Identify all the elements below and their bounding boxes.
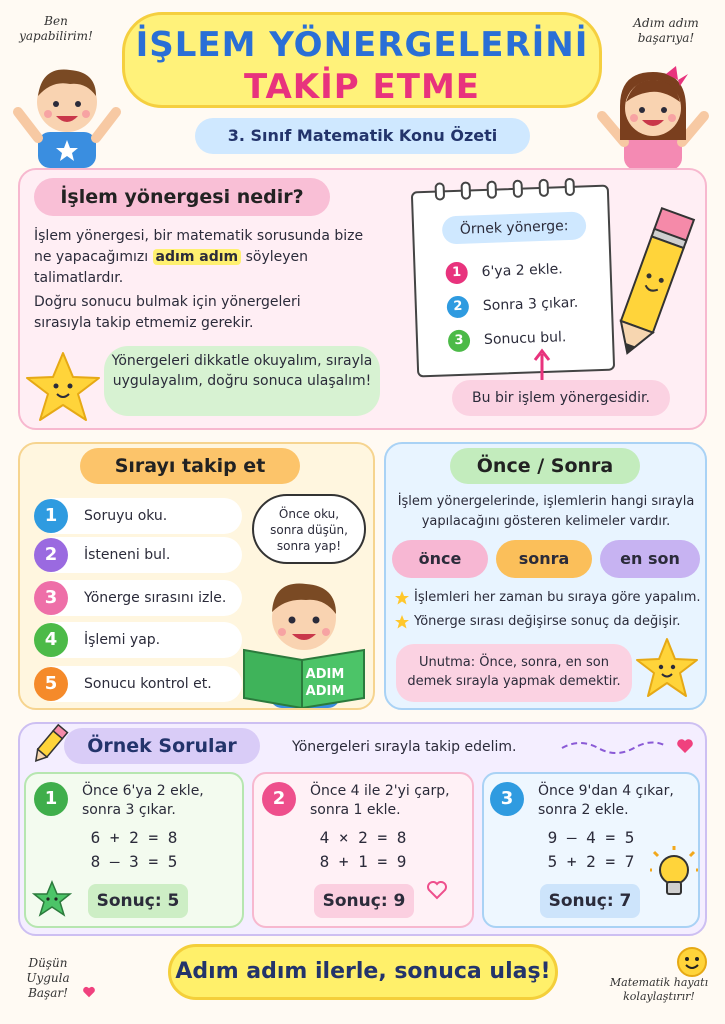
notebook-step-1-text: 6'ya 2 ekle. [481,261,564,281]
card-2-calc-1: 4 × 2 = 8 [319,828,407,847]
green-star-icon [32,880,72,918]
word-sonra: sonra [496,540,592,578]
card-3-calc-1: 9 – 4 = 5 [547,828,635,847]
notebook-label: Örnek yönerge: [442,211,587,244]
order-step-3-number: 3 [34,581,68,615]
smiling-star-icon [634,636,700,700]
smiling-pencil-illustration [612,192,698,362]
card-2-result: Sonuç: 9 [314,884,414,918]
star-bullet-icon [394,614,410,630]
card-3-instruction-1: Önce 9'dan 4 çıkar, [538,783,674,799]
example-notebook [411,185,615,378]
section1-paragraph-2: Doğru sonucu bulmak için yönergeleri sırasıyla takip etmemiz gerekir. [34,294,301,331]
footer-right-motto: Matematik hayatı kolaylaştırır! [609,976,709,1003]
footer-left-motto: Düşün Uygula Başar! [26,956,70,1000]
card-1-result: Sonuç: 5 [88,884,188,918]
section3-heading: Önce / Sonra [450,448,640,484]
card-3-result: Sonuç: 7 [540,884,640,918]
card-2-calc-2: 8 + 1 = 9 [319,852,407,871]
boy-cheering-illustration [8,50,126,168]
heart-icon [676,738,694,754]
heart-outline-icon [426,880,448,900]
card-1-calc-2: 8 – 3 = 5 [90,852,178,871]
notebook-caption: Bu bir işlem yönergesidir. [452,380,670,416]
left-motto: Ben yapabilirim! [19,14,93,43]
section1-heading: İşlem yönergesi nedir? [34,178,330,216]
card-1-number: 1 [34,782,68,816]
card-1-calc-1: 6 + 2 = 8 [90,828,178,847]
notebook-step-3-text: Sonucu bul. [483,329,567,349]
section3-intro: İşlem yönergelerinde, işlemlerin hangi sırayla yapılacağını gösteren kelimeler vardır. [397,494,695,529]
lightbulb-icon [650,846,698,900]
star-bullet-icon [394,590,410,606]
order-step-4-text: İşlemi yap. [84,632,161,648]
title-line-1: İŞLEM YÖNERGELERİNİ [135,25,589,65]
notebook-step-2-text: Sonra 3 çıkar. [482,294,579,315]
heart-icon [82,986,96,998]
order-step-1-number: 1 [34,499,68,533]
section2-heading: Sırayı takip et [80,448,300,484]
para1-text-b: söyleyen talimatlardır. [34,249,309,286]
card-1-instruction-1: Önce 6'ya 2 ekle, [82,783,204,799]
footer-banner: Adım adım ilerle, sonuca ulaş! [168,944,558,1000]
section1-tip: Yönergeleri dikkatle okuyalım, sırayla uygulayalım, doğru sonuca ulaşalım! [104,346,380,416]
speech-bubble: Önce oku, sonra düşün, sonra yap! [252,494,366,564]
order-step-5-number: 5 [34,667,68,701]
title-line-2: TAKİP ETME [243,67,481,107]
smiley-face-icon [676,946,708,978]
right-motto: Adım adım başarıya! [633,16,699,45]
title-banner [122,12,602,108]
card-2-instruction-1: Önce 4 ile 2'yi çarp, [310,783,450,799]
order-step-3-text: Yönerge sırasını izle. [84,590,227,606]
arrow-up-icon [532,348,552,384]
section4-subheading: Yönergeleri sırayla takip edelim. [292,739,517,755]
para1-text-a: İşlem yönergesi, bir matematik sorusunda bize ne yapacağımızı [34,228,364,265]
card-3-instruction-2: sonra 2 ekle. [538,802,629,818]
card-3-number: 3 [490,782,524,816]
notebook-step-2-number: 2 [446,296,469,319]
section3-bullet-2: Yönerge sırası değişirse sonuç da değişir. [414,614,681,629]
section4-heading: Örnek Sorular [64,728,260,764]
book-cover-text: ADIM ADIM [305,667,345,699]
dashed-wave-decoration [560,736,670,756]
word-en-son: en son [600,540,700,578]
card-2-number: 2 [262,782,296,816]
section1-paragraph-1 [34,226,374,289]
order-step-2-number: 2 [34,538,68,572]
para1-highlight: adım adım [153,249,242,265]
card-3-calc-2: 5 + 2 = 7 [547,852,635,871]
card-2-instruction-2: sonra 1 ekle. [310,802,401,818]
order-step-1-text: Soruyu oku. [84,508,168,524]
section3-note: Unutma: Önce, sonra, en son demek sırayla yapmak demektir. [396,644,632,702]
girl-cheering-illustration [590,52,714,170]
order-step-4-number: 4 [34,623,68,657]
smiling-star-icon [24,350,102,424]
notebook-step-3-number: 3 [448,330,471,353]
order-step-2-text: İsteneni bul. [84,547,171,563]
notebook-step-1-number: 1 [445,262,468,285]
card-1-instruction-2: sonra 3 çıkar. [82,802,176,818]
word-once: önce [392,540,488,578]
section3-bullet-1: İşlemleri her zaman bu sıraya göre yapalım. [414,590,701,605]
subtitle: 3. Sınıf Matematik Konu Özeti [195,118,530,154]
order-step-5-text: Sonucu kontrol et. [84,676,212,692]
